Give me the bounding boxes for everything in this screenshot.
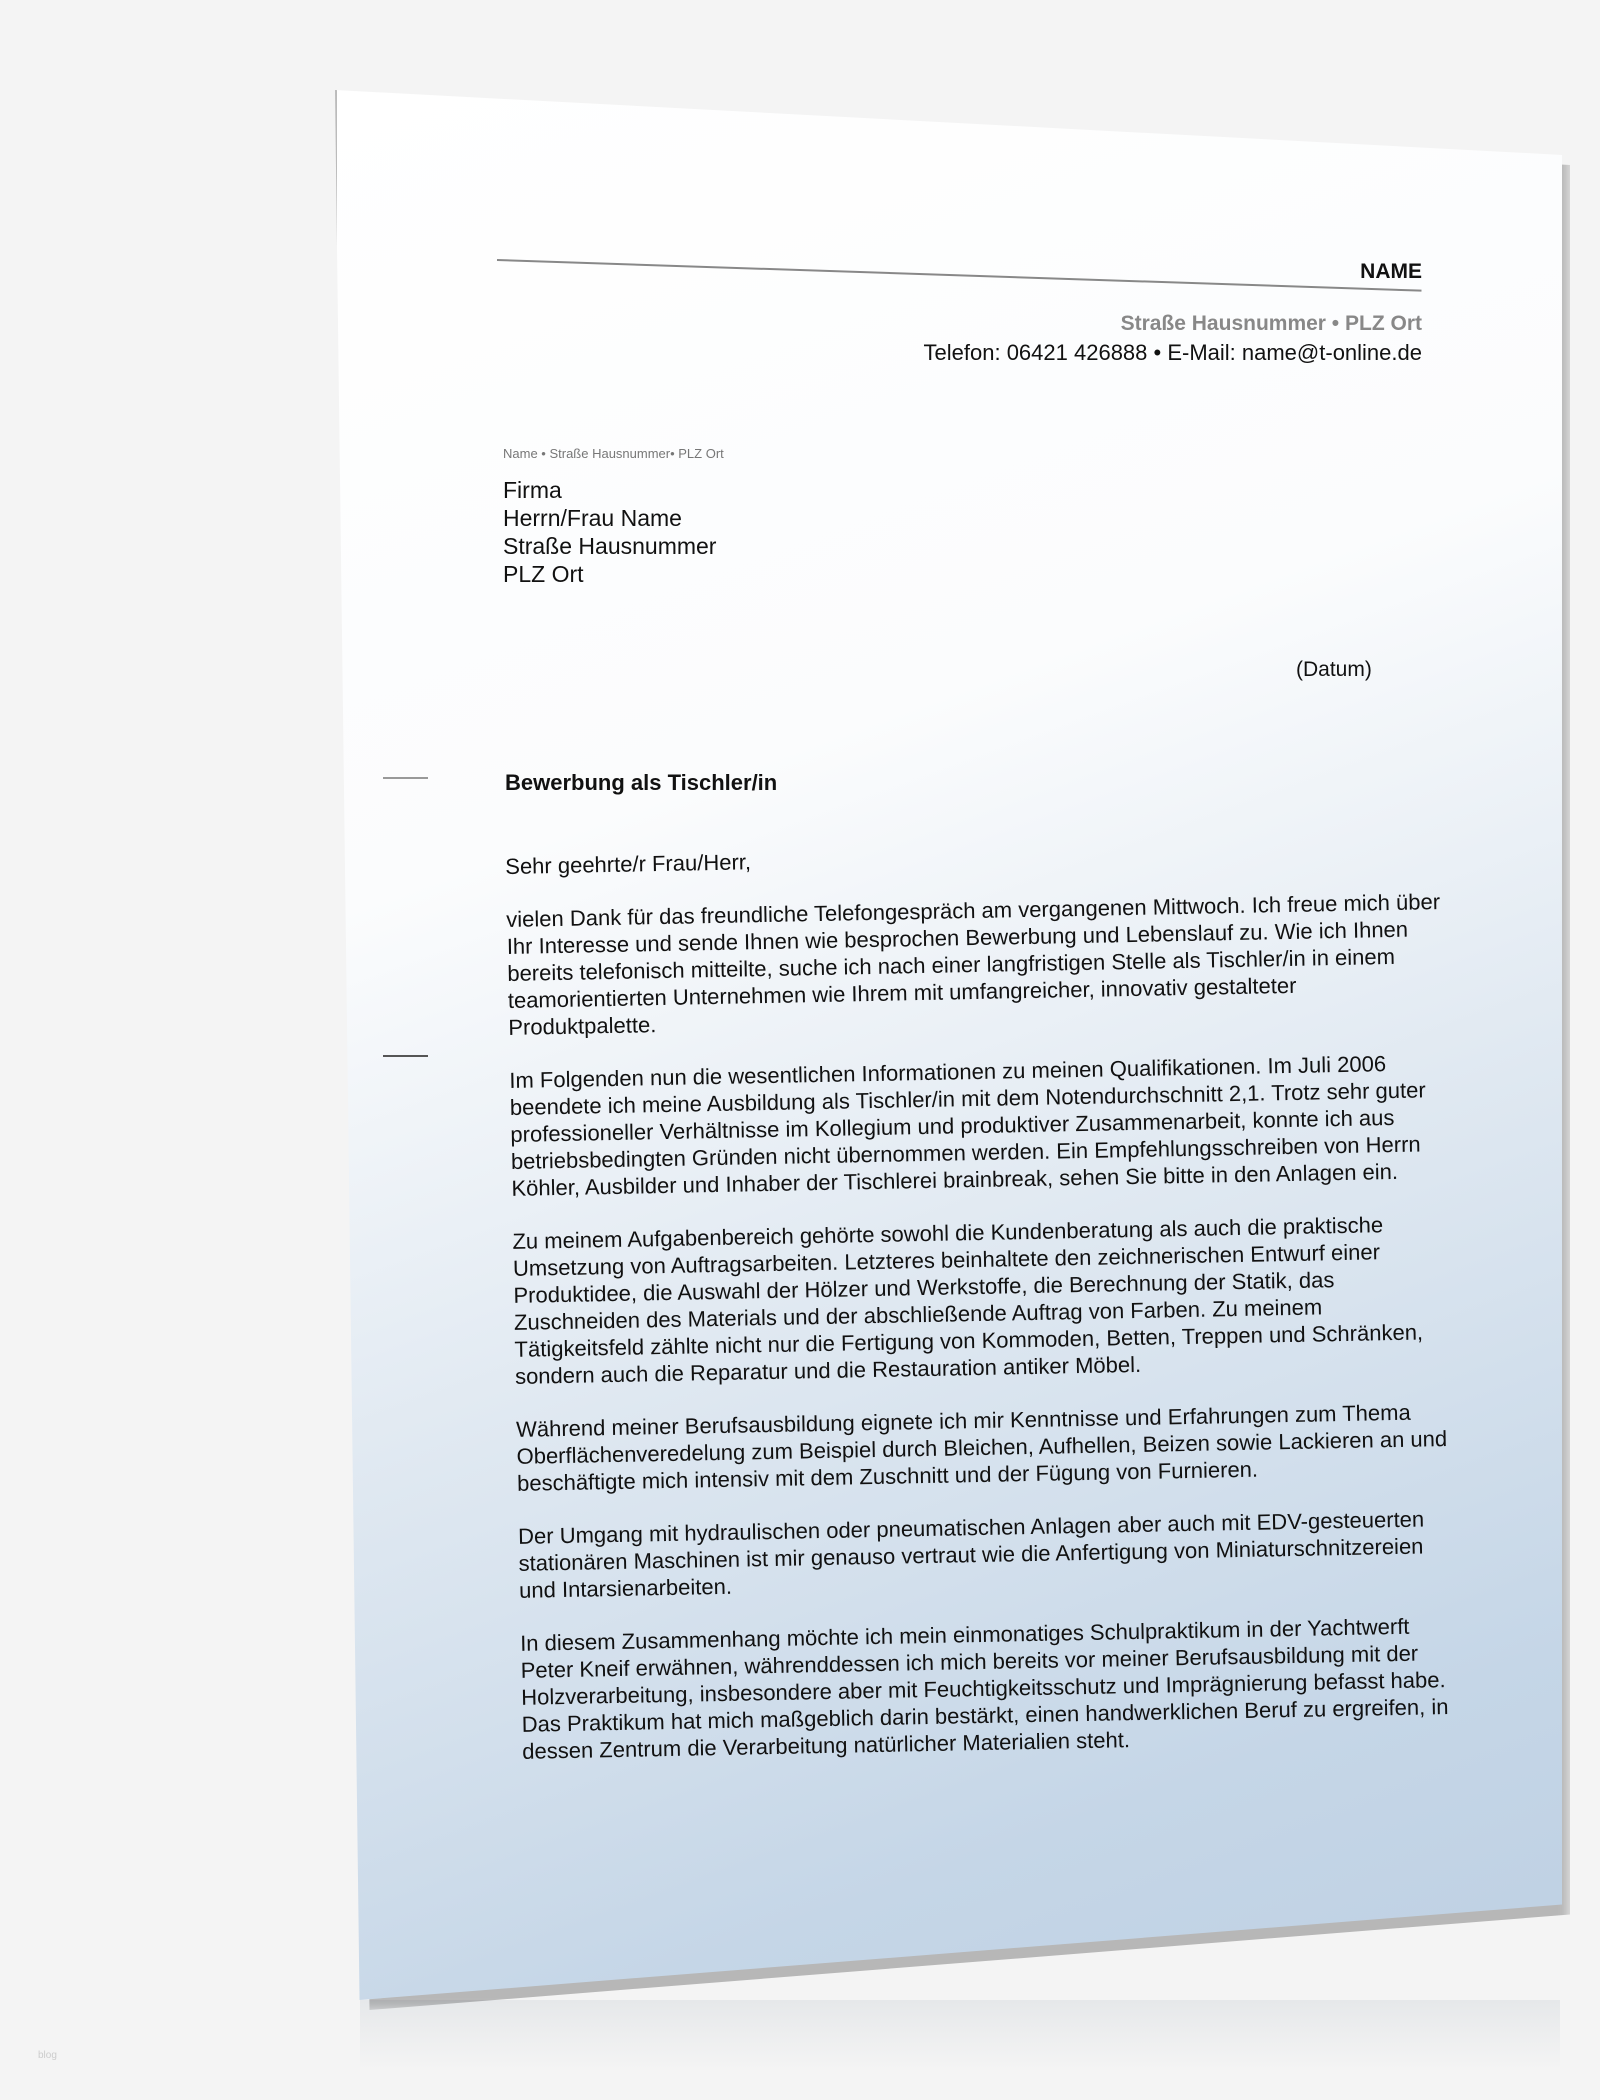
paragraph: Im Folgenden nun die wesentlichen Informationen zu meinen Qualifikationen. Im Juli 2006 beendete ich meine Ausbildung als Tischler/in mit dem Notendurchschnitt 2,1. Trotz sehr guter professioneller Verhältnisse im Kollegium und produktiver Zusammenarbeit, konnte ich aus betriebsbedingten Gründen nicht übernommen werden. Ein Empfehlungsschreiben von Herrn Köhler, Ausbilder und Inhaber der Tischlerei brainbreak, sehen Sie bitte in den Anlagen ein.: [509, 1051, 1426, 1201]
recipient-line: PLZ Ort: [503, 561, 584, 587]
recipient-line: Firma: [503, 477, 562, 503]
recipient-line: Herrn/Frau Name: [503, 505, 682, 531]
paragraph: Der Umgang mit hydraulischen oder pneumatischen Anlagen aber auch mit EDV-gesteuerten stationären Maschinen ist mir genauso vertraut wie die Anfertigung von Miniaturschnitzereien und Intarsienarbeiten.: [517, 1506, 1425, 1603]
letter-body: [505, 835, 1463, 1791]
paragraph: Während meiner Berufsausbildung eignete ich mir Kenntnisse und Erfahrungen zum Thema Oberflächenveredelung zum Beispiel durch Bleichen, Aufhellen, Beizen sowie Lackieren an und beschäftigte mich intensiv mit dem Zuschnitt und der Fügung von Furnieren.: [515, 1399, 1448, 1496]
subject-line: Bewerbung als Tischler/in: [505, 770, 778, 795]
salutation: Sehr geehrte/r Frau/Herr,: [505, 849, 752, 879]
letterhead-contact: Telefon: 06421 426888 • E-Mail: name@t-online.de: [923, 340, 1422, 365]
letterhead-address: Straße Hausnummer • PLZ Ort: [1120, 312, 1422, 335]
paragraph: Zu meinem Aufgabenbereich gehörte sowohl die Kundenberatung als auch die praktische Umsetzung von Auftragsarbeiten. Letzteres beinhaltete den zeichnerischen Entwurf einer Produktidee, die Auswahl der Hölzer und Werkstoffe, die Berechnung der Statik, das Zuschneiden des Materials und der abschließende Auftrag von Farben. Zu meinem Tätigkeitsfeld zählte nicht nur die Fertigung von Kommoden, Betten, Treppen und Schränken, sondern auch die Reparatur und die Restauration antiker Möbel.: [512, 1212, 1424, 1389]
sender-line: Name • Straße Hausnummer• PLZ Ort: [503, 446, 724, 461]
paragraph: vielen Dank für das freundliche Telefongespräch am vergangenen Mittwoch. Ich freue mich über Ihr Interesse und sende Ihnen wie besprochen Bewerbung und Lebenslauf zu. Wie ich Ihnen bereits telefonisch mitteilte, suche ich nach einer langfristigen Stelle als Tischler/in in einem teamorientierten Unternehmen wie Ihrem mit umfangreicher, innovativ gestalteter Produktpalette.: [506, 889, 1441, 1040]
date: (Datum): [1296, 658, 1372, 681]
page-reflection: [360, 2000, 1560, 2070]
letterhead-name: NAME: [1360, 260, 1422, 283]
paragraph: In diesem Zusammenhang möchte ich mein einmonatiges Schulpraktikum in der Yachtwerft Peter Kneif erwähnen, währenddessen ich mich bereits vor meiner Berufsausbildung mit der Holzverarbeitung, insbesondere aber mit Feuchtigkeitsschutz und Imprägnierung befasst habe. Das Praktikum hat mich maßgeblich darin bestärkt, einen handwerklichen Beruf zu ergreifen, in dessen Zentrum die Verarbeitung natürlicher Materialien steht.: [519, 1613, 1449, 1764]
fold-mark: [383, 777, 428, 779]
recipient-address: [503, 476, 716, 588]
watermark: blog: [38, 2050, 57, 2061]
punch-mark: [383, 1055, 428, 1057]
recipient-line: Straße Hausnummer: [503, 533, 717, 559]
